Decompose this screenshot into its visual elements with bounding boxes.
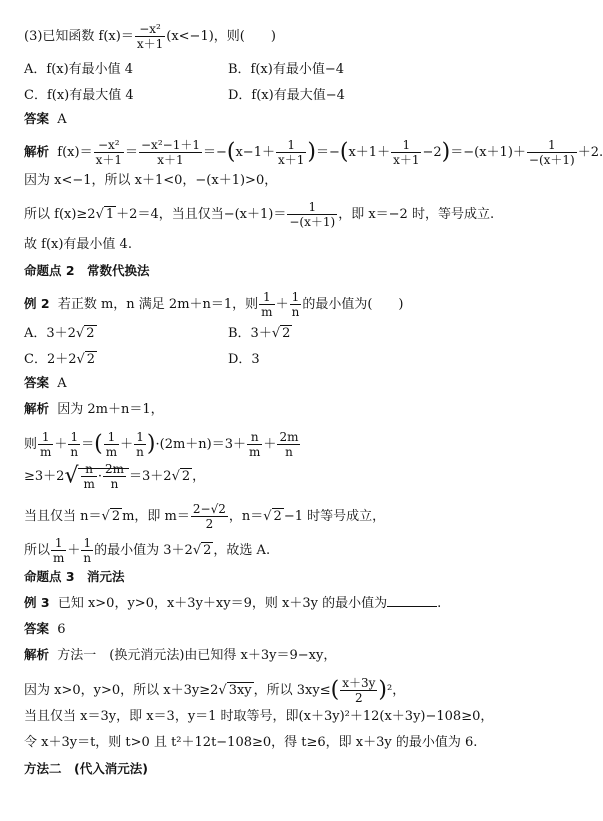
math-text: ·(2m＋n)＝3＋ <box>155 437 247 452</box>
fraction <box>38 430 53 459</box>
fraction <box>81 536 93 565</box>
fraction-numerator: 1 <box>290 290 302 305</box>
fraction <box>134 430 146 459</box>
math-text: 因为 2m＋n＝1， <box>57 402 164 417</box>
fraction-denominator: x＋1 <box>393 153 420 167</box>
math-text: ，故选 A. <box>213 543 271 558</box>
fraction-denominator: n <box>285 445 293 459</box>
math-text: 方法一 (换元消元法)由已知得 x＋3y＝9−xy， <box>57 648 337 663</box>
fraction-denominator: n <box>110 477 119 491</box>
math-text: 所以 f(x)≥2 <box>24 207 96 222</box>
fraction-numerator: 1 <box>276 138 306 153</box>
math-text: 则 <box>24 437 38 452</box>
example-2-analysis-line1 <box>24 400 164 419</box>
math-text: ，所以 3xy≤ <box>253 683 331 698</box>
fraction-numerator: 2m <box>279 430 299 444</box>
fraction-denominator: n <box>136 445 144 459</box>
math-text: 的最小值为( ) <box>302 297 404 312</box>
fraction-numerator: 1 <box>134 430 146 445</box>
math-text: ＋2. <box>577 145 603 160</box>
example-label: 例 3 <box>24 595 50 610</box>
fraction-denominator: n <box>291 305 300 319</box>
fraction <box>135 22 165 51</box>
fraction-denominator: m <box>53 551 65 565</box>
math-text: ＋ <box>54 437 68 452</box>
math-text: ， <box>192 469 206 484</box>
q3-option-b: B．f(x)有最小值−4 <box>228 62 345 77</box>
fraction-numerator: −x² <box>135 22 165 37</box>
fraction-numerator: 1 <box>38 430 53 445</box>
fraction-numerator: −x²−1＋1 <box>141 138 200 152</box>
fraction-numerator: 2−√2 <box>192 502 226 516</box>
option-text: A．3＋2 <box>24 326 76 341</box>
fraction <box>287 200 337 229</box>
fraction-denominator: 2 <box>354 691 363 705</box>
sqrt-radicand: 2 <box>203 543 212 558</box>
math-text: ²， <box>387 683 406 698</box>
math-text: · <box>97 469 102 484</box>
fraction <box>103 462 126 491</box>
method-2-heading: 方法二 (代入消元法) <box>24 761 148 776</box>
analysis-label: 解析 <box>24 401 50 416</box>
fraction-numerator: n <box>247 430 262 445</box>
q3-option-a: A．f(x)有最小值 4 <box>24 62 134 77</box>
answer-value: 6 <box>57 622 66 637</box>
math-text: ＝− <box>202 145 227 160</box>
q3-analysis-line2: 因为 x<−1，所以 x＋1<0，−(x＋1)>0， <box>24 173 278 188</box>
answer-label: 答案 <box>24 111 50 126</box>
fraction <box>527 138 577 167</box>
example-2-option-c: C．2＋2√ 2 <box>24 352 96 367</box>
fraction <box>94 138 124 167</box>
fraction-denominator: n <box>83 551 92 565</box>
math-text: x−1＋ <box>235 145 275 160</box>
math-text: ＝3＋2 <box>129 469 172 484</box>
fraction <box>391 138 421 167</box>
math-text: ≥3＋2 <box>24 469 65 484</box>
q3-option-c: C．f(x)有最大值 4 <box>24 88 134 103</box>
answer-value: A <box>57 112 67 127</box>
math-text: 当且仅当 n＝ <box>24 509 102 524</box>
fraction <box>191 502 228 531</box>
math-text: ＋ <box>120 437 134 452</box>
example-2-analysis-line5: 所以 $\frac{1}{m}$ ＋ $\frac{1}{n}$ 的最小值为 3＋2√ 2 ，故选 A. <box>24 536 271 565</box>
sqrt-radicand: 2 <box>86 326 95 341</box>
math-text: 因为 x>0，y>0，所以 x＋3y≥2 <box>24 683 219 698</box>
example-2-option-b: B．3＋√ 2 <box>228 326 291 341</box>
example-2-analysis-line3: ≥3＋2√ $\frac{n}{m}$ · $\frac{2m}{n}$ ＝3＋2√ 2 ， <box>24 462 206 491</box>
answer-value: A <box>57 376 67 391</box>
math-text: ＝ <box>81 437 95 452</box>
sqrt-radicand: 2 <box>273 509 282 524</box>
fraction <box>51 536 66 565</box>
sqrt-radicand <box>78 462 129 491</box>
sqrt-radicand: 2 <box>181 469 191 484</box>
fraction-denominator: −(x＋1) <box>528 153 575 167</box>
fraction <box>340 676 377 705</box>
example-2-option-a: A．3＋2√ 2 <box>24 326 95 341</box>
fraction-numerator: 1 <box>68 430 80 445</box>
fraction-numerator: 1 <box>104 430 119 445</box>
q3-stem <box>24 22 276 51</box>
fraction <box>139 138 202 167</box>
math-text: 已知 x>0，y>0，x＋3y＋xy＝9，则 x＋3y 的最小值为 <box>57 596 388 611</box>
math-text: ＝−(x＋1)＋ <box>450 145 526 160</box>
fraction-denominator: x＋1 <box>95 153 122 167</box>
example-3-answer <box>24 620 66 639</box>
example-label: 例 2 <box>24 296 50 311</box>
fraction <box>81 462 96 491</box>
math-text: −1 时等号成立， <box>283 509 386 524</box>
sqrt-radicand: 1 <box>105 207 115 222</box>
math-text: ＝− <box>315 145 340 160</box>
q3-option-d: D．f(x)有最大值−4 <box>228 88 345 103</box>
math-text: ，n＝ <box>228 509 264 524</box>
fraction <box>290 290 302 319</box>
q3-stem-tail: (x<−1)，则( ) <box>166 29 276 44</box>
example-2-answer <box>24 374 67 393</box>
fraction-numerator: 1 <box>259 290 274 305</box>
math-text: ＋ <box>263 437 277 452</box>
fraction-numerator: 1 <box>81 536 93 551</box>
sqrt-radicand: 2 <box>111 509 121 524</box>
fraction <box>259 290 274 319</box>
math-text: ＋2＝4，当且仅当−(x＋1)＝ <box>116 207 287 222</box>
math-text: m，即 m＝ <box>122 509 190 524</box>
sqrt-radicand: 3xy <box>228 683 252 698</box>
fraction-denominator: m <box>261 305 273 319</box>
example-3-analysis-line4: 令 x＋3y＝t，则 t>0 且 t²＋12t−108≥0，得 t≥6，即 x＋3y 的最小值为 6. <box>24 735 478 750</box>
math-text: f(x)＝ <box>57 145 93 160</box>
fraction-numerator: 2m <box>105 462 125 476</box>
sqrt-radicand: 2 <box>86 352 96 367</box>
fraction-denominator: n <box>70 445 79 459</box>
sqrt-radicand: 2 <box>282 326 291 341</box>
answer-label: 答案 <box>24 375 50 390</box>
math-text: ＋ <box>275 297 289 312</box>
example-2-stem <box>24 290 403 319</box>
section-heading: 命题点 2 常数代换法 <box>24 263 150 278</box>
example-3-analysis-line3: 当且仅当 x＝3y，即 x＝3，y＝1 时取等号，即(x＋3y)²＋12(x＋3y)−108≥0， <box>24 709 494 724</box>
fraction-denominator: m <box>83 477 95 491</box>
fraction-numerator: 1 <box>51 536 66 551</box>
analysis-label: 解析 <box>24 144 50 159</box>
fraction-denominator: 2 <box>205 517 214 531</box>
q3-analysis-line1: 解析 f(x)＝ $\frac{\text{−x²}}{x+1}$ ＝ $\frac{\text{−x²−1＋1}}{x+1}$ ＝−(x−1＋ $\frac{1}{x+1}$ )＝−(x＋1＋ $\frac{1}{x+1}$ −2)＝−(x＋1)＋ $\frac{1}{-(x+1)}$ ＋2. <box>24 138 603 167</box>
option-text: B．3＋ <box>228 326 272 341</box>
example-3-stem <box>24 594 441 613</box>
q3-stem-text: (3)已知函数 f(x)＝ <box>24 29 134 44</box>
fraction-denominator: x＋1 <box>157 153 184 167</box>
q3-answer <box>24 110 67 129</box>
answer-label: 答案 <box>24 621 50 636</box>
math-text: ＝ <box>124 145 138 160</box>
math-text: 的最小值为 3＋2 <box>94 543 193 558</box>
fraction-denominator: m <box>249 445 261 459</box>
fraction-numerator: x＋3y <box>342 676 376 690</box>
math-text: . <box>437 596 442 611</box>
fraction-numerator: −x² <box>94 138 124 153</box>
section-heading: 命题点 3 消元法 <box>24 569 125 584</box>
fraction-denominator: x＋1 <box>277 153 305 167</box>
fraction-numerator: 1 <box>391 138 421 153</box>
example-3-analysis-line1 <box>24 646 336 665</box>
example-2-analysis-line4: 当且仅当 n＝√ 2 m，即 m＝ $\frac{2-√2}{2}$ ，n＝√ 2 −1 时等号成立， <box>24 502 386 531</box>
fraction <box>277 430 300 459</box>
math-text: ＋ <box>67 543 81 558</box>
fraction-denominator: −(x＋1) <box>289 215 336 229</box>
fraction-denominator: x＋1 <box>136 37 164 51</box>
math-text: 所以 <box>24 543 51 558</box>
fraction <box>247 430 262 459</box>
answer-blank <box>387 606 437 607</box>
fraction <box>68 430 80 459</box>
analysis-label: 解析 <box>24 647 50 662</box>
fraction <box>104 430 119 459</box>
option-text: C．2＋2 <box>24 352 77 367</box>
math-text: x＋1＋ <box>348 145 391 160</box>
fraction-denominator: m <box>105 445 118 459</box>
q3-analysis-line3: 所以 f(x)≥2√ 1 ＋2＝4，当且仅当−(x＋1)＝ $\frac{1}{-(x+1)}$ ，即 x＝−2 时，等号成立. <box>24 200 495 229</box>
example-2-analysis-line2: 则 $\frac{1}{m}$ ＋ $\frac{1}{n}$ ＝( $\frac{1}{m}$ ＋ $\frac{1}{n}$ )·(2m＋n)＝3＋ $\frac{n}{m}$ ＋ $\frac{2m}{n}$ <box>24 430 299 459</box>
fraction-numerator: 1 <box>527 138 577 153</box>
example-3-analysis-line2: 因为 x>0，y>0，所以 x＋3y≥2√ 3xy ，所以 3xy≤( $\frac{x+3y}{2}$ )²， <box>24 676 406 705</box>
fraction-numerator: 1 <box>287 200 337 215</box>
q3-analysis-line4: 故 f(x)有最小值 4. <box>24 237 132 252</box>
fraction-denominator: m <box>40 445 52 459</box>
math-text: ，即 x＝−2 时，等号成立. <box>338 207 495 222</box>
fraction-numerator: n <box>81 462 96 477</box>
math-text: 若正数 m，n 满足 2m＋n＝1，则 <box>57 297 259 312</box>
math-text: −2 <box>422 145 442 160</box>
example-2-option-d: D．3 <box>228 352 260 367</box>
fraction <box>276 138 306 167</box>
